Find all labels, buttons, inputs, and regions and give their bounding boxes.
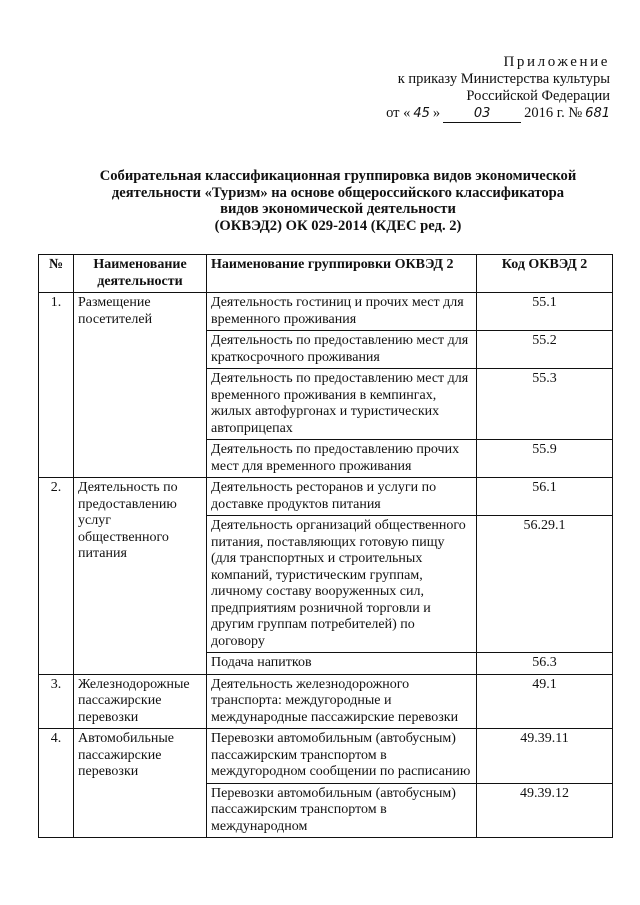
table-row — [39, 293, 613, 331]
date-month-handwritten: 03 — [443, 105, 521, 123]
group-name-cell: Деятельность по предоставлению мест для краткосрочного проживания — [207, 331, 477, 369]
group-name-cell: Перевозки автомобильным (автобусным) пассажирским транспортом в международном — [207, 783, 477, 838]
heading-line-1: Собирательная классификационная группировка видов экономической — [99, 168, 577, 184]
code-cell: 56.1 — [477, 478, 613, 516]
date-day-handwritten: 45 — [413, 106, 430, 121]
table-header-row — [39, 255, 613, 293]
appendix-title: Приложение — [503, 54, 610, 70]
table-row — [39, 729, 613, 784]
document-heading — [70, 168, 606, 234]
code-cell: 56.29.1 — [477, 516, 613, 653]
group-name-cell: Перевозки автомобильным (автобусным) пассажирским транспортом в междугородном сообщении по расписанию — [207, 729, 477, 784]
header-group-name: Наименование группировки ОКВЭД 2 — [207, 255, 477, 293]
table-row — [39, 674, 613, 729]
code-cell: 49.39.12 — [477, 783, 613, 838]
code-cell: 55.1 — [477, 293, 613, 331]
heading-line-4: (ОКВЭД2) ОК 029-2014 (КДЕС ред. 2) — [214, 217, 462, 234]
section-number: 2. — [39, 478, 74, 675]
appendix-date-line — [360, 105, 610, 123]
section-activity-name: Деятельность по предоставлению услуг общественного питания — [74, 478, 207, 675]
section-number: 3. — [39, 674, 74, 729]
group-name-cell: Деятельность гостиниц и прочих мест для временного проживания — [207, 293, 477, 331]
header-code: Код ОКВЭД 2 — [477, 255, 613, 293]
group-name-cell: Деятельность по предоставлению мест для временного проживания в кемпингах, жилых автофургонах и туристических автоприцепах — [207, 369, 477, 440]
appendix-block — [360, 54, 610, 123]
code-cell: 55.2 — [477, 331, 613, 369]
group-name-cell: Деятельность по предоставлению прочих мест для временного проживания — [207, 440, 477, 478]
section-activity-name: Железнодорожные пассажирские перевозки — [74, 674, 207, 729]
appendix-line-2: Российской Федерации — [466, 88, 610, 104]
section-number: 4. — [39, 729, 74, 838]
header-number: № — [39, 255, 74, 293]
group-name-cell: Деятельность ресторанов и услуги по доставке продуктов питания — [207, 478, 477, 516]
date-year: 2016 г. № — [524, 105, 583, 121]
code-cell: 56.3 — [477, 653, 613, 675]
code-cell: 55.3 — [477, 369, 613, 440]
heading-line-2: деятельности «Туризм» на основе общероссийского классификатора — [111, 184, 565, 201]
header-activity-name: Наименование деятельности — [74, 255, 207, 293]
section-number: 1. — [39, 293, 74, 478]
appendix-line-1: к приказу Министерства культуры — [397, 71, 610, 87]
group-name-cell: Деятельность железнодорожного транспорта: междугородные и международные пассажирские перевозки — [207, 674, 477, 729]
group-name-cell: Подача напитков — [207, 653, 477, 675]
group-name-cell: Деятельность организаций общественного питания, поставляющих готовую пищу (для транспортных и строительных компаний, туристическим группам, личному составу вооруженных сил, предприятиям розничной торговли и другим группам потребителей) по договору — [207, 516, 477, 653]
date-mid: » — [432, 105, 441, 121]
section-activity-name: Размещение посетителей — [74, 293, 207, 478]
section-activity-name: Автомобильные пассажирские перевозки — [74, 729, 207, 838]
classification-table — [38, 254, 613, 838]
order-number-handwritten: 681 — [585, 106, 610, 121]
code-cell: 49.1 — [477, 674, 613, 729]
table-body — [39, 293, 613, 838]
code-cell: 49.39.11 — [477, 729, 613, 784]
heading-line-3: видов экономической деятельности — [220, 201, 456, 217]
code-cell: 55.9 — [477, 440, 613, 478]
date-prefix: от « — [386, 105, 411, 121]
table-row — [39, 478, 613, 516]
